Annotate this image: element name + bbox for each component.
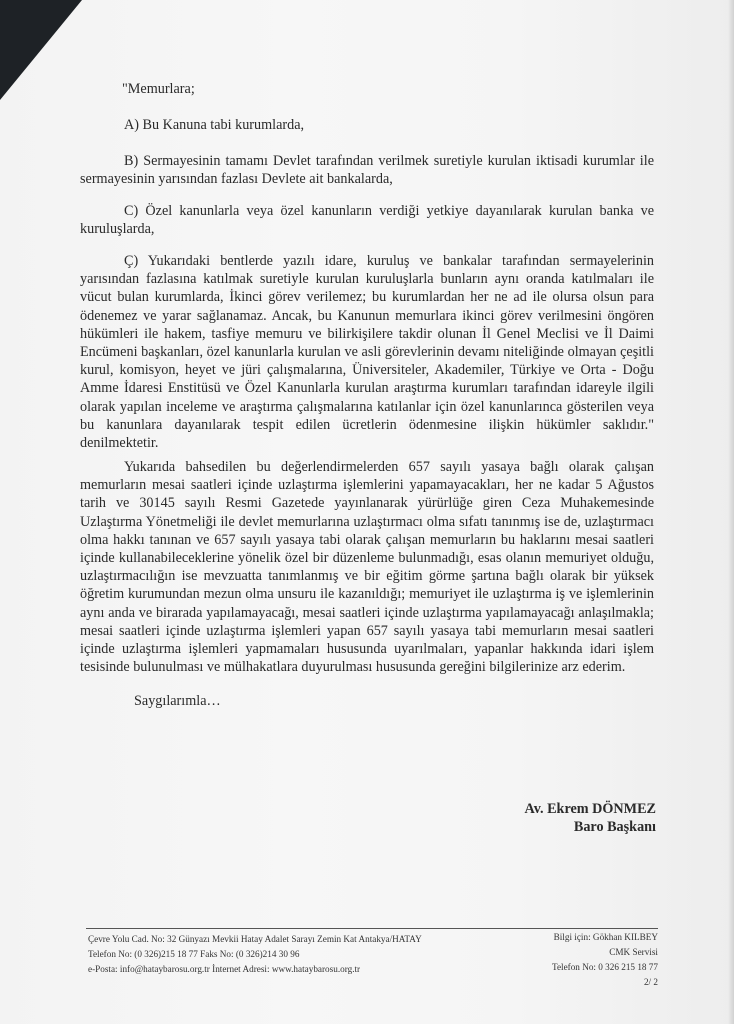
- body-paragraph: Yukarıda bahsedilen bu değerlendirmelerden 657 sayılı yasaya bağlı olarak çalışan memurların mesai saatleri içinde uzlaştırma işlemlerini yapamayacakları, her ne kadar 5 Ağustos tarih ve 30145 sayılı Resmi Gazetede yayınlanarak yürürlüğe giren Ceza Muhakemesinde Uzlaştırma Yönetmeliği ile devlet memurlarına uzlaştırmacı olma sıfatı tanınmış ise de, uzlaştırmacı olma hakkı tanınan ve 657 sayılı yasaya tabi olarak çalışan memurların bu haklarını mesai saatleri içinde kullanabileceklerine yönelik özel bir düzenleme bulunmadığı, esas olanın memuriyet olduğu, uzlaştırmacılığın ise mevzuatta tanımlanmış ve bir eğitim görme şartına bağlı olarak bir yüksek öğretim kurumundan mezun olma unsuru ile kazanıldığı; memuriyet ile uzlaştırma iş ve işlemlerinin aynı anda ve birarada yapılamayacağı, mesai saatleri içinde uzlaştırma yapılamayacağı anlaşılmakla; mesai saatleri içinde uzlaştırma işlemleri yapan 657 sayılı yasaya tabi memurların mesai saatleri içinde uzlaştırma işlemleri yapmamaları hususunda uyarılmaları, yapanlar hakkında idari işlem tesisinde bulunulması ve mülhakatlara duyurulması hususunda gereğini bilgilerinize arz ederim.: [80, 459, 654, 676]
- footer-web: e-Posta: info@hataybarosu.org.tr İnternet Adresi: www.hataybarosu.org.tr: [88, 964, 361, 974]
- signatory-name: Av. Ekrem DÖNMEZ: [524, 801, 656, 817]
- footer-info-contact: Bilgi için: Gökhan KILBEY: [553, 932, 658, 942]
- footer-info-phone: Telefon No: 0 326 215 18 77: [551, 962, 658, 972]
- page-number: 2/ 2: [643, 977, 658, 987]
- item-c: C) Özel kanunlarla veya özel kanunların verdiği yetkiye dayanılarak kurulan banka ve kuruluşlarda,: [80, 203, 654, 238]
- footer-divider: [86, 928, 658, 929]
- footer-phones: Telefon No: (0 326)215 18 77 Faks No: (0 326)214 30 96: [88, 949, 300, 959]
- letter-opening: "Memurlara;: [122, 81, 195, 97]
- item-c-cedilla: Ç) Yukarıdaki bentlerde yazılı idare, kuruluş ve bankalar tarafından sermayelerinin yarısından fazlasına katılmak suretiyle kurulan kuruluşlarla bunların aynı oranda katılmaları ile vücut bulan kurumlarda, İkinci görev verilemez; bu kurumlardan her ne ad ile olursa olsun para ödenemez ve yarar sağlanamaz. Ancak, bu Kanunun memurlara ikinci görev verilmesini öngören hükümleri ile hakem, tasfiye memuru ve bilirkişilere takdir olunan İl Genel Meclisi ve İl Daimi Encümeni başkanları, özel kanunlarla kurulan ve asli görevlerinin devamı niteliğinde olmayan çeşitli kurul, komisyon, heyet ve jüri çalışmalarına, Üniversiteler, Akademiler, Türkiye ve Orta - Doğu Amme İdaresi Enstitüsü ve Özel Kanunlarla kurulan araştırma kurumları tarafından idareyle ilgili olarak yapılan inceleme ve araştırma çalışmalarına katılanlar için özel kanunlarınca gösterilen veya bu kanunlara dayanılarak tespit edilen ücretlerin ödenmesine ilişkin hükümler saklıdır." denilmektetir.: [80, 253, 654, 452]
- signatory-title: Baro Başkanı: [573, 819, 656, 835]
- item-b: B) Sermayesinin tamamı Devlet tarafından verilmek suretiyle kurulan iktisadi kurumlar ile sermayesinin yarısından fazlası Devlete ait bankalarda,: [80, 153, 654, 188]
- page-edge-shadow: [728, 0, 734, 1024]
- item-a: A) Bu Kanuna tabi kurumlarda,: [124, 117, 305, 133]
- footer-info-dept: CMK Servisi: [609, 947, 658, 957]
- footer-address: Çevre Yolu Cad. No: 32 Günyazı Mevkii Hatay Adalet Sarayı Zemin Kat Antakya/HATAY: [88, 934, 422, 944]
- background-corner: [0, 0, 82, 100]
- closing: Saygılarımla…: [134, 693, 221, 709]
